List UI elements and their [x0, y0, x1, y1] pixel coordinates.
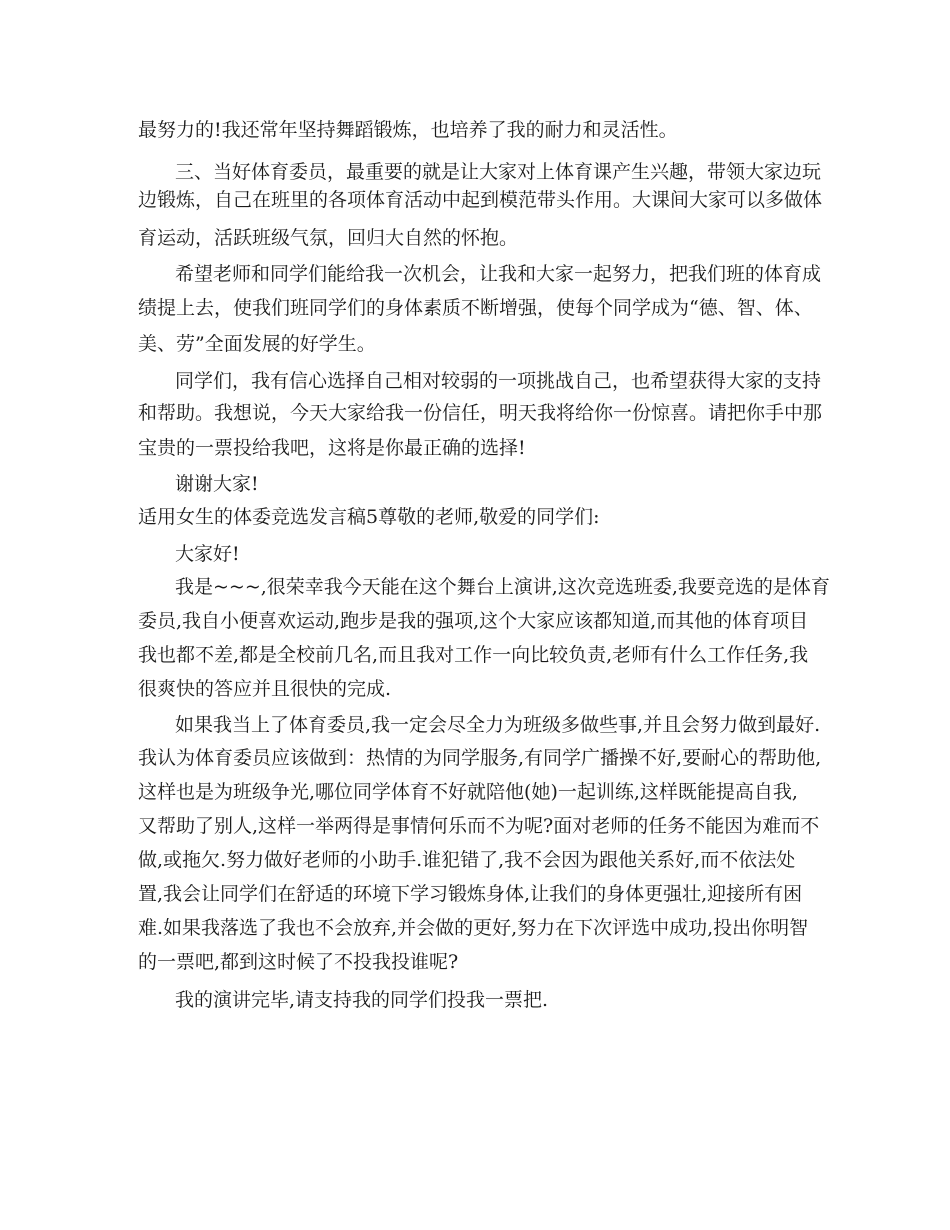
text-line: 我也都不差,都是全校前几名,而且我对工作一向比较负责,老师有什么工作任务,我 — [138, 644, 809, 666]
text-line: 育运动，活跃班级气氛，回归大自然的怀抱。 — [138, 227, 519, 249]
text-line: 这样也是为班级争光,哪位同学体育不好就陪他(她)一起训练,这样既能提高自我, — [138, 781, 798, 803]
text-line: 希望老师和同学们能给我一次机会，让我和大家一起努力，把我们班的体育成 — [175, 263, 822, 285]
text-line: 适用女生的体委竞选发言稿5尊敬的老师,敬爱的同学们: — [138, 506, 600, 528]
text-line: 宝贵的一票投给我吧，这将是你最正确的选择! — [138, 437, 526, 459]
text-line: 委员,我自小便喜欢运动,跑步是我的强项,这个大家应该都知道,而其他的体育项目 — [138, 610, 809, 632]
text-line: 绩提上去，使我们班同学们的身体素质不断增强，使每个同学成为“德、智、体、 — [138, 297, 813, 319]
text-line: 和帮助。我想说，今天大家给我一份信任，明天我将给你一份惊喜。请把你手中那 — [138, 402, 823, 424]
text-line: 三、当好体育委员，最重要的就是让大家对上体育课产生兴趣，带领大家边玩 — [175, 161, 822, 183]
text-line: 大家好! — [175, 543, 240, 565]
text-line: 如果我当上了体育委员,我一定会尽全力为班级多做些事,并且会努力做到最好. — [175, 714, 821, 736]
text-line: 我认为体育委员应该做到：热情的为同学服务,有同学广播操不好,要耐心的帮助他, — [138, 747, 822, 769]
text-line: 美、劳”全面发展的好学生。 — [138, 333, 376, 355]
text-line: 很爽快的答应并且很快的完成. — [138, 678, 392, 700]
text-line: 做,或拖欠.努力做好老师的小助手.谁犯错了,我不会因为跟他关系好,而不依法处 — [138, 849, 796, 871]
text-line: 同学们，我有信心选择自己相对较弱的一项挑战自己，也希望获得大家的支持 — [175, 370, 822, 392]
text-line: 我是~~~,很荣幸我今天能在这个舞台上演讲,这次竞选班委,我要竞选的是体育 — [175, 576, 830, 598]
text-line: 的一票吧,都到这时候了不投我投谁呢? — [138, 951, 459, 973]
text-line: 难.如果我落选了我也不会放弃,并会做的更好,努力在下次评选中成功,投出你明智 — [138, 917, 809, 939]
text-line: 最努力的!我还常年坚持舞蹈锻炼，也培养了我的耐力和灵活性。 — [138, 119, 678, 141]
text-line: 谢谢大家! — [175, 473, 259, 495]
text-line: 置,我会让同学们在舒适的环境下学习锻炼身体,让我们的身体更强壮,迎接所有困 — [138, 883, 803, 905]
text-line: 边锻炼，自己在班里的各项体育活动中起到模范带头作用。大课间大家可以多做体 — [138, 189, 823, 211]
text-line: 又帮助了别人,这样一举两得是事情何乐而不为呢?面对老师的任务不能因为难而不 — [138, 815, 820, 837]
text-line: 我的演讲完毕,请支持我的同学们投我一票把. — [175, 989, 549, 1011]
